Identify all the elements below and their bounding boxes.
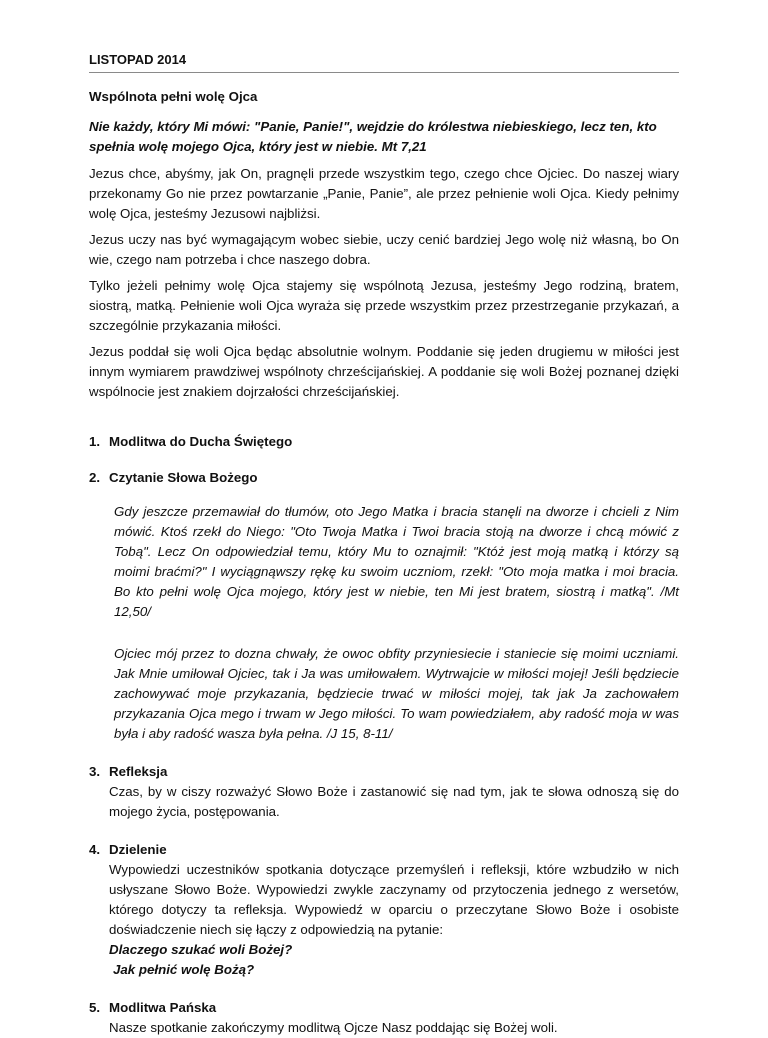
step-number: 1. bbox=[89, 434, 101, 449]
scripture-reading-1: Gdy jeszcze przemawiał do tłumów, oto Jego Matka i bracia stanęli na dworze i chcieli z Nim mówić. Ktoś rzekł do Niego: "Oto Twoja Matka i Twoi bracia stoją na dworze i chcą mówić z Tobą". Lecz On odpowiedział temu, który Mu to oznajmił: "Któż jest moją matką i którzy są moimi braćmi?" I wyciągnąwszy rękę ku swoim uczniom, rzekł: "Oto moja matka i moi bracia. Bo kto pełni wolę Ojca mojego, który jest w niebie, ten Mi jest bratem, siostrą i matką". /Mt 12,50/ bbox=[114, 504, 679, 619]
step-item-1 bbox=[89, 432, 679, 452]
step-text: Wypowiedzi uczestników spotkania dotyczące przemyśleń i refleksji, które wzbudziło w nich usłyszane Słowo Boże. Wypowiedzi zwykle zaczynamy od przytoczenia jednego z wersetów, którego dotyczy ta refleksja. Wypowiedź w oparciu o przeczytane Słowo Boże i osobiste doświadczenie niech się łączy z odpowiedzią na pytanie: bbox=[109, 862, 679, 937]
step-item-4 bbox=[89, 840, 679, 980]
question-2: Jak pełnić wolę Bożą? bbox=[113, 962, 255, 977]
question-1: Dlaczego szukać woli Bożej? bbox=[109, 942, 293, 957]
intro-paragraph-2: Jezus uczy nas być wymagającym wobec siebie, uczy cenić bardziej Jego wolę niż własną, bo On wie, czego nam potrzeba i chce naszego dobra. bbox=[89, 232, 679, 267]
step-number: 3. bbox=[89, 764, 101, 779]
meeting-steps-list bbox=[89, 432, 679, 1038]
intro-paragraph-1: Jezus chce, abyśmy, jak On, pragnęli przede wszystkim tego, czego chce Ojciec. Do naszej wiary przekonamy Go nie przez powtarzanie „Panie, Panie”, ale przez pełnienie woli Ojca. Kiedy pełnimy wolę Ojca, jesteśmy Jezusowi najbliżsi. bbox=[89, 166, 679, 221]
intro-paragraph-3: Tylko jeżeli pełnimy wolę Ojca stajemy się wspólnotą Jezusa, jesteśmy Jego rodziną, bratem, siostrą, matką. Pełnienie woli Ojca wyraża się przede wszystkim przez przestrzeganie przykazań, a szczególnie przykazania miłości. bbox=[89, 278, 679, 333]
step-item-5 bbox=[89, 998, 679, 1038]
step-item-2 bbox=[89, 468, 679, 744]
step-title: Czytanie Słowa Bożego bbox=[109, 470, 258, 485]
step-title: Dzielenie bbox=[109, 842, 167, 857]
step-item-3 bbox=[89, 762, 679, 822]
document-title: Wspólnota pełni wolę Ojca bbox=[89, 89, 258, 104]
step-title: Refleksja bbox=[109, 764, 168, 779]
page-header-month: LISTOPAD 2014 bbox=[89, 50, 679, 73]
step-number: 2. bbox=[89, 470, 101, 485]
step-text: Nasze spotkanie zakończymy modlitwą Ojcze Nasz poddając się Bożej woli. bbox=[109, 1020, 558, 1035]
step-number: 4. bbox=[89, 842, 101, 857]
scripture-reading-2: Ojciec mój przez to dozna chwały, że owoc obfity przyniesiecie i staniecie się moimi uczniami. Jak Mnie umiłował Ojciec, tak i Ja was umiłowałem. Wytrwajcie w miłości mojej! Jeśli będziecie zachowywać moje przykazania, będziecie trwać w miłości mojej, tak jak Ja zachowałem przykazania Ojca mego i trwam w Jego miłości. To wam powiedziałem, aby radość moja w was była i aby radość wasza była pełna. /J 15, 8-11/ bbox=[114, 646, 679, 741]
step-title: Modlitwa Pańska bbox=[109, 1000, 217, 1015]
step-number: 5. bbox=[89, 1000, 101, 1015]
step-title: Modlitwa do Ducha Świętego bbox=[109, 434, 293, 449]
step-text: Czas, by w ciszy rozważyć Słowo Boże i zastanowić się nad tym, jak te słowa odnoszą się do mojego życia, postępowania. bbox=[109, 784, 679, 819]
intro-paragraph-4: Jezus poddał się woli Ojca będąc absolutnie wolnym. Poddanie się jeden drugiemu w miłości jest innym wymiarem prawdziwej wspólnoty chrześcijańskiej. A poddanie się woli Bożej poznanej dzięki wspólnocie jest znakiem dojrzałości chrześcijańskiej. bbox=[89, 344, 679, 399]
bible-motto: Nie każdy, który Mi mówi: "Panie, Panie!", wejdzie do królestwa niebieskiego, lecz ten, kto spełnia wolę mojego Ojca, który jest w niebie. Mt 7,21 bbox=[89, 119, 657, 154]
